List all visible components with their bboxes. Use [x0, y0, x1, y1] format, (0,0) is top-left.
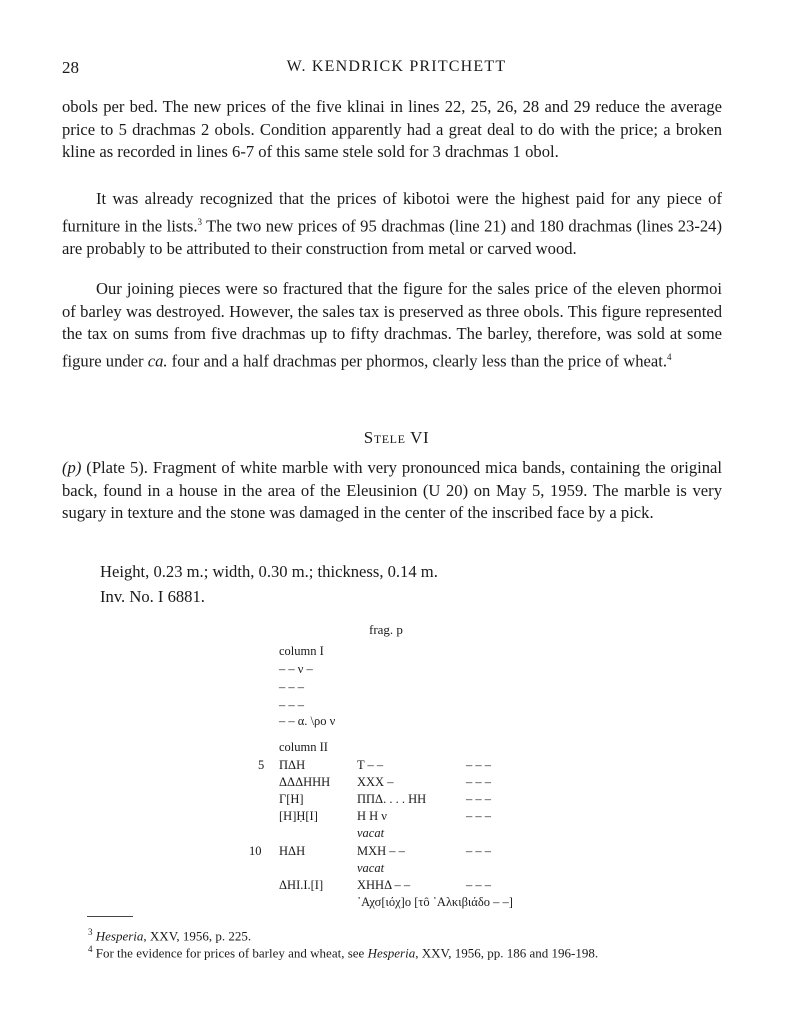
footnote-4 [88, 941, 598, 961]
inscription-cell: – – – [466, 758, 491, 772]
inscription-cell: ΧΧΧ – [357, 775, 394, 789]
inscription-line: – – – [279, 698, 304, 712]
fragment-siglum: (p) [62, 458, 82, 477]
journal-title: Hesperia [367, 945, 416, 961]
paragraph-text: The two new prices of 95 drachmas (line 21) and 180 drachmas (lines 23-24) are probably to be attributed to their construction from metal or carved wood. [62, 216, 722, 258]
dimensions-line: Height, 0.23 m.; width, 0.30 m.; thickness, 0.14 m. [100, 562, 438, 581]
fragment-label: frag. p [369, 622, 403, 637]
abbreviation-ca: ca. [147, 351, 168, 371]
vacat-note: vacat [357, 826, 385, 840]
footnote-mark: 4 [88, 944, 93, 954]
inscription-line: – – α. \ρο ν [279, 714, 336, 728]
footnote-ref: 3 [197, 216, 202, 227]
inventory-line: Inv. No. I 6881. [100, 586, 205, 606]
inscription-cell: ΔΗΙ.Ι.[Ι] [279, 878, 324, 892]
inscription-cell: [Η]Ḥ[Ι] [279, 809, 318, 823]
inscription-cell: ΠΔΗ [279, 758, 306, 772]
inscription-cell: Η Η ν [357, 809, 387, 823]
vacat-note: vacat [357, 861, 385, 875]
section-heading: Stele VI [363, 428, 430, 447]
inscription-line: ᾿Αχσ[ιόχ]ο [τô ᾿Αλκιβιάδο – –] [357, 895, 513, 909]
inscription-cell: – – – [466, 878, 491, 892]
inscription-cell: – – – [466, 809, 491, 823]
footnote-text: , XXV, 1956, p. 225. [143, 928, 252, 944]
column-ii-label: column II [279, 740, 328, 754]
inscription-cell: – – – [466, 792, 491, 806]
paragraph-kibotoi [62, 188, 722, 260]
running-head: W. KENDRICK PRITCHETT [286, 58, 507, 75]
paragraph-text: Our joining pieces were so fractured that the figure for the sales price of the eleven phormoi of barley was destroyed. However, the sales tax is preserved as three obols. This figure represented the tax on sums from five drachmas up to fifty drachmas. The barley, therefore, was sold at some figure under [62, 279, 722, 371]
fragment-dimensions-block [100, 560, 438, 609]
inscription-line: – – – [279, 680, 304, 694]
line-number: 5 [258, 758, 265, 772]
inscription-cell: Τ – – [357, 758, 384, 772]
inscription-line: – – ν – [279, 662, 313, 676]
journal-title: Hesperia [95, 928, 144, 944]
inscription-cell: ΠΠΔ. . . . ΗΗ [357, 792, 427, 806]
column-i-label: column I [279, 644, 324, 658]
footnote-ref: 4 [666, 351, 672, 362]
paragraph-kline-prices [62, 96, 722, 164]
paragraph-text: It was already recognized that the prices of kibotoi were the highest paid for any piece of furniture in the lists. [62, 189, 722, 236]
footnote-mark: 3 [88, 927, 93, 937]
paragraph-text: obols per bed. The new prices of the five klinai in lines 22, 25, 26, 28 and 29 reduce the average price to 5 drachmas 2 obols. Condition apparently had a great deal to do with the price; a broken kline as recorded in lines 6-7 of this same stele sold for 3 drachmas 1 obol. [62, 97, 722, 162]
inscription-cell: Γ[Η] [279, 792, 304, 806]
fragment-description [62, 457, 722, 525]
inscription-cell: ΧΗΗΔ – – [357, 878, 411, 892]
line-number: 10 [249, 844, 262, 858]
inscription-cell: ΗΔΗ [279, 844, 306, 858]
inscription-cell: – – – [466, 775, 491, 789]
footnote-text: , XXV, 1956, pp. 186 and 196-198. [415, 945, 599, 961]
paragraph-text: four and a half drachmas per phormos, clearly less than the price of wheat. [167, 351, 667, 371]
paragraph-barley [62, 278, 722, 373]
inscription-cell: ΔΔΔΗΗΗ [279, 775, 331, 789]
inscription-cell: – – – [466, 844, 491, 858]
paragraph-text: (Plate 5). Fragment of white marble with very pronounced mica bands, containing the original back, found in a house in the area of the Eleusinion (U 20) on May 5, 1959. The marble is very sugary in texture and the stone was damaged in the center of the inscribed face by a pick. [62, 458, 722, 523]
footnote-rule [87, 916, 133, 917]
inscription-cell: ΜΧΗ – – [357, 844, 405, 858]
footnote-text: For the evidence for prices of barley and wheat, see [92, 945, 368, 961]
page-number: 28 [62, 58, 79, 77]
